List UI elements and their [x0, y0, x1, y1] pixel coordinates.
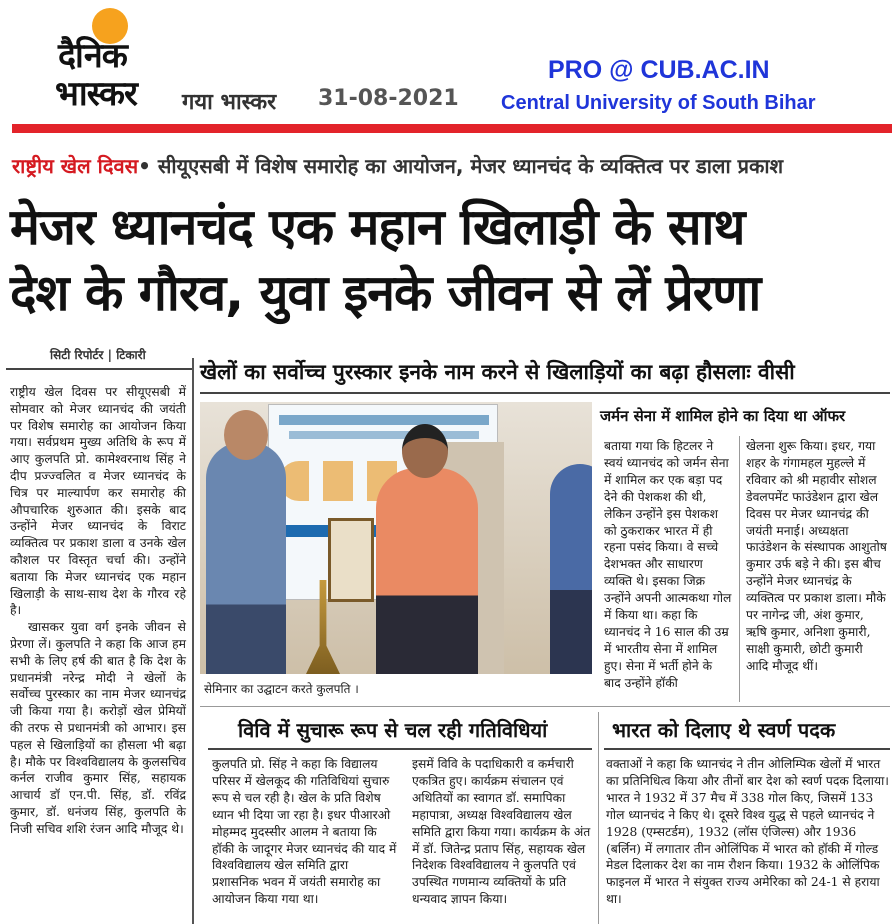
kicker-category: राष्ट्रीय खेल दिवस	[12, 154, 139, 178]
person-head	[224, 410, 268, 460]
person-figure	[376, 468, 478, 674]
subhead-german-offer: जर्मन सेना में शामिल होने का दिया था ऑफर	[600, 407, 846, 425]
headline-line2: देश के गौरव, युवा इनके जीवन से लें प्रेरणा	[10, 264, 761, 322]
article-column-c: कुलपति प्रो. सिंह ने कहा कि विद्यालय परिसर में खेलकूद की गतिविधियां सुचारु रूप से चल रही है। खेल के प्रति विशेष ध्यान भी दिया जा रहा है। इधर पीआरओ मोहम्मद मुदस्सीर आलम ने बताया कि हॉकी के जादूगर मेजर ध्यानचंद की याद में विश्वविद्यालय खेल समिति द्वारा प्रशासनिक भवन में जयंती समारोह का आयोजन किया गया था।	[212, 757, 397, 907]
subhead-rule	[200, 392, 890, 394]
subhead-rule	[604, 748, 890, 750]
banner-strip	[289, 431, 479, 439]
university-name: Central University of South Bihar	[501, 92, 816, 114]
left-paragraph-2: खासकर युवा वर्ग इनके जीवन से प्रेरणा लें। कुलपति ने कहा कि आज हम सभी के लिए हर्ष की बात है कि देश के प्रधानमंत्री नरेन्द्र मोदी ने खेलों के सर्वोच्च पुरस्कार का नाम मेजर ध्यानचंद्र जी किया गया है। करोड़ों खेल प्रेमियों की तरफ से प्रधानमंत्री को आभार। इस पहल से खिलाड़ियों का हौसला भी बढ़ा है। मौके पर विश्वविद्यालय के कुलसचिव कर्नल राजीव कुमार सिंह, सहायक आचार्य डॉ एन.पी. सिंह, डॉ. रविंद्र कुमार, डॉ. धनंजय सिंह, कुलपति के निजी सचिव शशि रंजन आदि मौजूद थे।	[10, 620, 186, 836]
masthead-rule	[12, 124, 892, 133]
photo-caption: सेमिनार का उद्घाटन करते कुलपति ।	[204, 682, 359, 696]
subhead-activities: विवि में सुचारू रूप से चल रही गतिविधियां	[238, 718, 548, 742]
kicker-text: • सीयूएसबी में विशेष समारोह का आयोजन, मेजर ध्यानचंद के व्यक्तित्व पर डाला प्रकाश	[138, 154, 784, 178]
section-rule	[200, 706, 890, 707]
column-divider	[598, 712, 599, 924]
article-column-b: खेलना शुरू किया। इधर, गया शहर के गंगामहल मुहल्ले में रविवार को श्री महावीर सोशल डेवलपमेंट फाउंडेशन द्वारा खेल दिवस पर मेजर ध्यानचंद्र की जयंती मनाई। अध्यक्षता फाउंडेशन के संस्थापक आशुतोष कुमार उर्फ बड़े ने की। इस बीच उन्होंने मेजर ध्यानचंद्र के व्यक्तित्व पर प्रकाश डाला। मौके पर नागेन्द्र जी, अंश कुमार, ऋषि कुमार, अनिशा कुमारी, साक्षी कुमारी, छोटी कुमारी आदि मौजूद थीं।	[746, 439, 887, 673]
article-column-e: वक्ताओं ने कहा कि ध्यानचंद ने तीन ओलिम्पिक खेलों में भारत का प्रतिनिधित्व किया और तीनों बार देश को स्वर्ण पदक दिलाया। भारत ने 1932 में 37 मैच में 338 गोल किए, जिसमें 133 गोल ध्यानचंद ने किए थे। दूसरे विश्व युद्ध से पहले ध्यानचंद ने 1928 (एम्सटर्डम), 1932 (लॉस एंजिल्स) और 1936 (बर्लिन) में लगातार तीन ओलिंपिक में भारत को हॉकी में गोल्ड मेडल दिलाकर देश का नाम रौशन किया। 1932 के ओलिंपिक फाइनल में भारत ने संयुक्त राज्य अमेरिका को 24-1 से हराया था।	[606, 757, 889, 907]
kicker	[12, 152, 892, 179]
column-divider	[739, 436, 740, 702]
pro-email: PRO @ CUB.AC.IN	[548, 56, 770, 84]
subhead-vc: खेलों का सर्वोच्च पुरस्कार इनके नाम करने से खिलाड़ियों का बढ़ा हौसलाः वीसी	[200, 360, 795, 384]
person-figure	[206, 442, 286, 674]
person-head	[402, 424, 448, 478]
portrait-frame	[328, 518, 374, 602]
article-column-d: इसमें विवि के पदाधिकारी व कर्मचारी एकत्रित हुए। कार्यक्रम संचालन एवं अथितियों का स्वागत डॉ. समापिका महापात्रा, अध्यक्ष विश्वविद्यालय खेल समिति द्वारा किया गया। कार्यक्रम के अंत में डॉ. जितेन्द्र प्रताप सिंह, सहायक खेल निदेशक विश्वविद्यालय ने कुलपति एवं उपस्थित गणमान्य व्यक्तियों के प्रति धन्यवाद ज्ञापन किया।	[412, 757, 591, 907]
article-column-a: बताया गया कि हिटलर ने स्वयं ध्यानचंद को जर्मन सेना में शामिल कर एक बड़ा पद देने की पेशकश की थी, लेकिन उन्होंने इस पेशकश को ठुकराकर भारत में ही रहना पसंद किया। वे सच्चे देशभक्त और साधारण व्यक्ति थे। इसका जिक्र उन्होंने अपनी आत्मकथा गोल में किया था। कहा कि ध्यानचंद ने 16 साल की उम्र में भारतीय सेना में शामिल हुए। सेना में भर्ती होने के बाद उन्होंने हॉकी	[604, 439, 732, 690]
logo-line2: भास्कर	[55, 74, 137, 114]
person-figure	[550, 464, 592, 674]
headline	[10, 194, 890, 326]
left-paragraph-1: राष्ट्रीय खेल दिवस पर सीयूएसबी में सोमवार को मेजर ध्यानचंद की जयंती पर विशेष समारोह का आयोजन किया गया। सर्वप्रथम मुख्य अतिथि के रूप में आए कुलपति प्रो. कामेश्वरनाथ सिंह ने दीप प्रज्ज्वलित व मेजर ध्यानचंद के चित्र पर माल्यार्पण कर समारोह की औपचारिक शुरुआत की। इसके बाद उन्होंने मेजर ध्यानचंद के विराट व्यक्तित्व पर प्रकाश डाला व उनके खेल कौशल पर विस्तृत चर्चा की। उन्होंने बताया कि मेजर ध्यानचंद एक महान खिलाड़ी के साथ-साथ देश के गौरव रहे है।	[10, 385, 186, 618]
masthead	[0, 0, 892, 122]
column-divider	[192, 358, 194, 924]
subhead-gold-medal: भारत को दिलाए थे स्वर्ण पदक	[612, 718, 836, 742]
byline: सिटी रिपोर्टर | टिकारी	[50, 348, 146, 362]
event-photo	[200, 402, 592, 674]
edition-name: गया भास्कर	[182, 90, 277, 115]
left-column	[10, 384, 186, 838]
edition-date: 31-08-2021	[318, 86, 459, 111]
byline-rule	[6, 368, 192, 370]
subhead-rule	[208, 748, 592, 750]
headline-line1: मेजर ध्यानचंद एक महान खिलाड़ी के साथ	[10, 198, 745, 256]
banner-strip	[279, 415, 489, 425]
logo-line1: दैनिक	[58, 36, 127, 76]
